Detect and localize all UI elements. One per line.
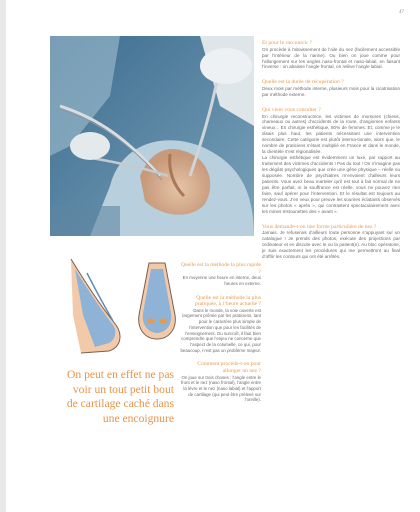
pull-quote: On peut en effet ne pas voir un tout petit bout de cartilage caché dans une encoignure (66, 368, 174, 426)
question-fastest-body: En moyenne une heure en interne, deux heures en externe. (182, 275, 261, 286)
question-shape-heading: Vous demande-t-on une forme particulière de nez ? (262, 223, 377, 230)
question-lengthen-body: On joue sur trois choses : l’angle entre le front et le nez (naso frontal), l’angle entre la lèvre et le nez (naso labial) et l’apport de cartilage (qui peut être prélevé sur l’oreille). (180, 374, 261, 403)
question-recovery-heading: Quelle est la durée de récupération ? (262, 79, 344, 86)
surgery-photo (50, 36, 254, 236)
page-number: 47 (399, 10, 404, 15)
question-shorten-heading: Et pour le raccourcir ? (262, 40, 313, 46)
question-lengthen-heading: Comment procède-t-on pour allonger un nez ? (197, 361, 261, 374)
question-recovery-body: Deux mois par méthode interne, plusieurs mois pour la cicatrisation par méthode externe. (262, 86, 400, 97)
right-column (262, 40, 400, 260)
nose-diagrams (61, 255, 181, 360)
question-patients-heading: Qui vient vous consulter ? (262, 106, 321, 113)
nose-profile-diagram-icon (71, 259, 120, 353)
question-shorten-body: On procède à l’abaissement de l’aile du nez (facilement accessible par l’intérieur de la narine). Ou bien on joue comme pour l’allongement sur les angles naso-frontal et naso-labial, en faisant l’inverse : on abaisse l’angle frontal, on relève l’angle labial. (262, 46, 400, 70)
question-patients-body-1: En chirurgie reconstructrice, les victimes de morsures (chiens, chameaux ou autres) d’accidents de la route, d’angiomes enfants vineux... En chirurgie esthétique, 80% de femmes. Et, comme je le disais plus haut, les patients nécessitant une intervention secondaire. Cette catégorie est plutôt interna-tionale, alors que, le nombre de praticiens s’étant multiplié en France et dans le monde, la clientèle s’est régionalisée. (262, 113, 400, 155)
magazine-page (6, 0, 420, 512)
middle-column (179, 262, 261, 403)
question-patients-body-2: La chirurgie esthétique est évidemment un luxe, par rapport au traitement des victimes d’accidents ! Pas du tout ! On n’imagine pas les dégâts psychologiques que crée une gêne physique – réelle ou supposée. Nombre de psychiatres m’envoient d’ailleurs leurs patients. Vous avez beau marteler qu’il est tout à fait normal de ne pas être parfait, si la souffrance est réelle, vous ne pouvez rien faire, sauf opérer pour l’intervention. Et le résultat est toujours au rendez-vous. J’en veux pour preuve les sourires éclatants observés sur les photos « après », qui contrastent spectaculairement avec les mines tristounettes des « avant ». (262, 155, 400, 214)
question-shape-body: Jamais. Je refuserais d’ailleurs toute personne s’appuyant sur un catalogue ! Je prends des photos, exécute des projections par ordinateur et en discute avec le ou la patient(e). Au bloc opératoire, je suis exactement les procédures qui me permettront au final d’offrir les contours qui ont été arrêtés. (262, 230, 400, 260)
question-common-method-body: Dans le monde, la voie ouverte est largement prônée par les praticiens, tant pour le caractère plus simple de l’intervention que pour les facilités de l’enseignement. Du surcroît, il faut bien comprendre que l’enjeu ne concerne que l’aspect de la columelle, ce qui, pour beaucoup, n’est pas un problème majeur. (180, 307, 261, 353)
question-fastest-heading: Quelle est la méthode la plus rapide ? (180, 262, 261, 275)
nose-base-diagram-icon (139, 263, 176, 339)
question-common-method-heading: Quelle est la méthode la plus pratiquée, à l’heure actuelle ? (195, 294, 261, 308)
